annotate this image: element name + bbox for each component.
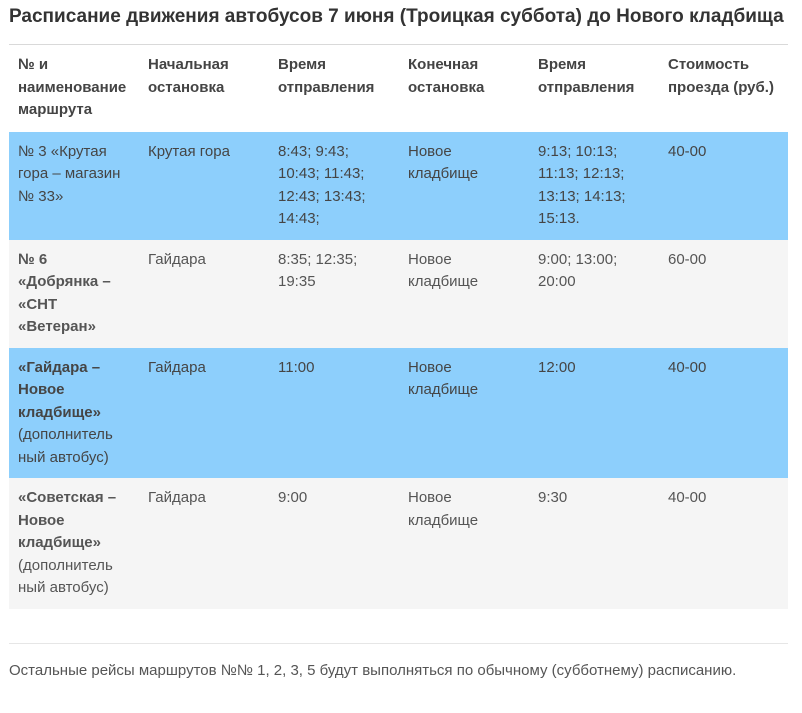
- departure-times-2-cell: 9:30: [538, 489, 568, 506]
- departure-times-1-cell: 8:43; 9:43; 10:43; 11:43; 12:43; 13:43; 14:43;: [278, 142, 366, 227]
- header-departure-time-1: Время отправления: [269, 45, 399, 132]
- header-departure-time-2: Время отправления: [529, 45, 659, 132]
- route-cell: [9, 478, 139, 609]
- table-row: [9, 478, 788, 609]
- header-fare: Стоимость проезда (руб.): [659, 45, 788, 132]
- start-stop-cell: Гайдара: [148, 358, 206, 376]
- route-note: (дополнитель ный автобус): [18, 556, 113, 596]
- schedule-table: [9, 44, 788, 609]
- table-row: [9, 348, 788, 479]
- departure-times-2-cell: 9:00; 13:00; 20:00: [538, 250, 618, 290]
- departure-times-1-cell: 11:00: [278, 358, 315, 376]
- route-name: № 6 «Добрянка – «СНТ «Ветеран»: [18, 250, 111, 335]
- fare-cell: 40-00: [668, 489, 707, 506]
- end-stop-cell: Новое кладбище: [408, 358, 479, 398]
- page-title: Расписание движения автобусов 7 июня (Троицкая суббота) до Нового кладбища: [9, 6, 784, 27]
- route-name: «Гайдара – Новое кладбище»: [18, 358, 101, 421]
- header-route: № и наименование маршрута: [9, 45, 139, 132]
- route-cell: [9, 240, 139, 348]
- header-start-stop: Начальная остановка: [139, 45, 269, 132]
- table-row: [9, 240, 788, 348]
- end-stop-cell: Новое кладбище: [408, 142, 479, 182]
- start-stop-cell: Гайдара: [148, 250, 206, 268]
- footnote: Остальные рейсы маршрутов №№ 1, 2, 3, 5 будут выполняться по обычному (субботнему) расписанию.: [9, 662, 737, 679]
- start-stop-cell: Крутая гора: [148, 142, 230, 160]
- departure-times-2-cell: 12:00: [538, 358, 576, 376]
- start-stop-cell: Гайдара: [148, 489, 206, 506]
- route-cell: [9, 348, 139, 479]
- divider: [9, 643, 788, 644]
- end-stop-cell: Новое кладбище: [408, 489, 479, 529]
- header-end-stop: Конечная остановка: [399, 45, 529, 132]
- fare-cell: 60-00: [668, 250, 707, 268]
- departure-times-2-cell: 9:13; 10:13; 11:13; 12:13; 13:13; 14:13; 15:13.: [538, 142, 626, 227]
- table-header-row: [9, 45, 788, 132]
- route-name: «Советская – Новое кладбище»: [18, 489, 117, 551]
- route-cell: [9, 132, 139, 240]
- fare-cell: 40-00: [668, 358, 707, 376]
- route-name: № 3 «Крутая гора – магазин № 33»: [18, 142, 121, 205]
- departure-times-1-cell: 8:35; 12:35; 19:35: [278, 250, 358, 290]
- departure-times-1-cell: 9:00: [278, 489, 308, 506]
- end-stop-cell: Новое кладбище: [408, 250, 479, 290]
- fare-cell: 40-00: [668, 142, 707, 160]
- table-row: [9, 132, 788, 240]
- route-note: (дополнитель ный автобус): [18, 426, 113, 466]
